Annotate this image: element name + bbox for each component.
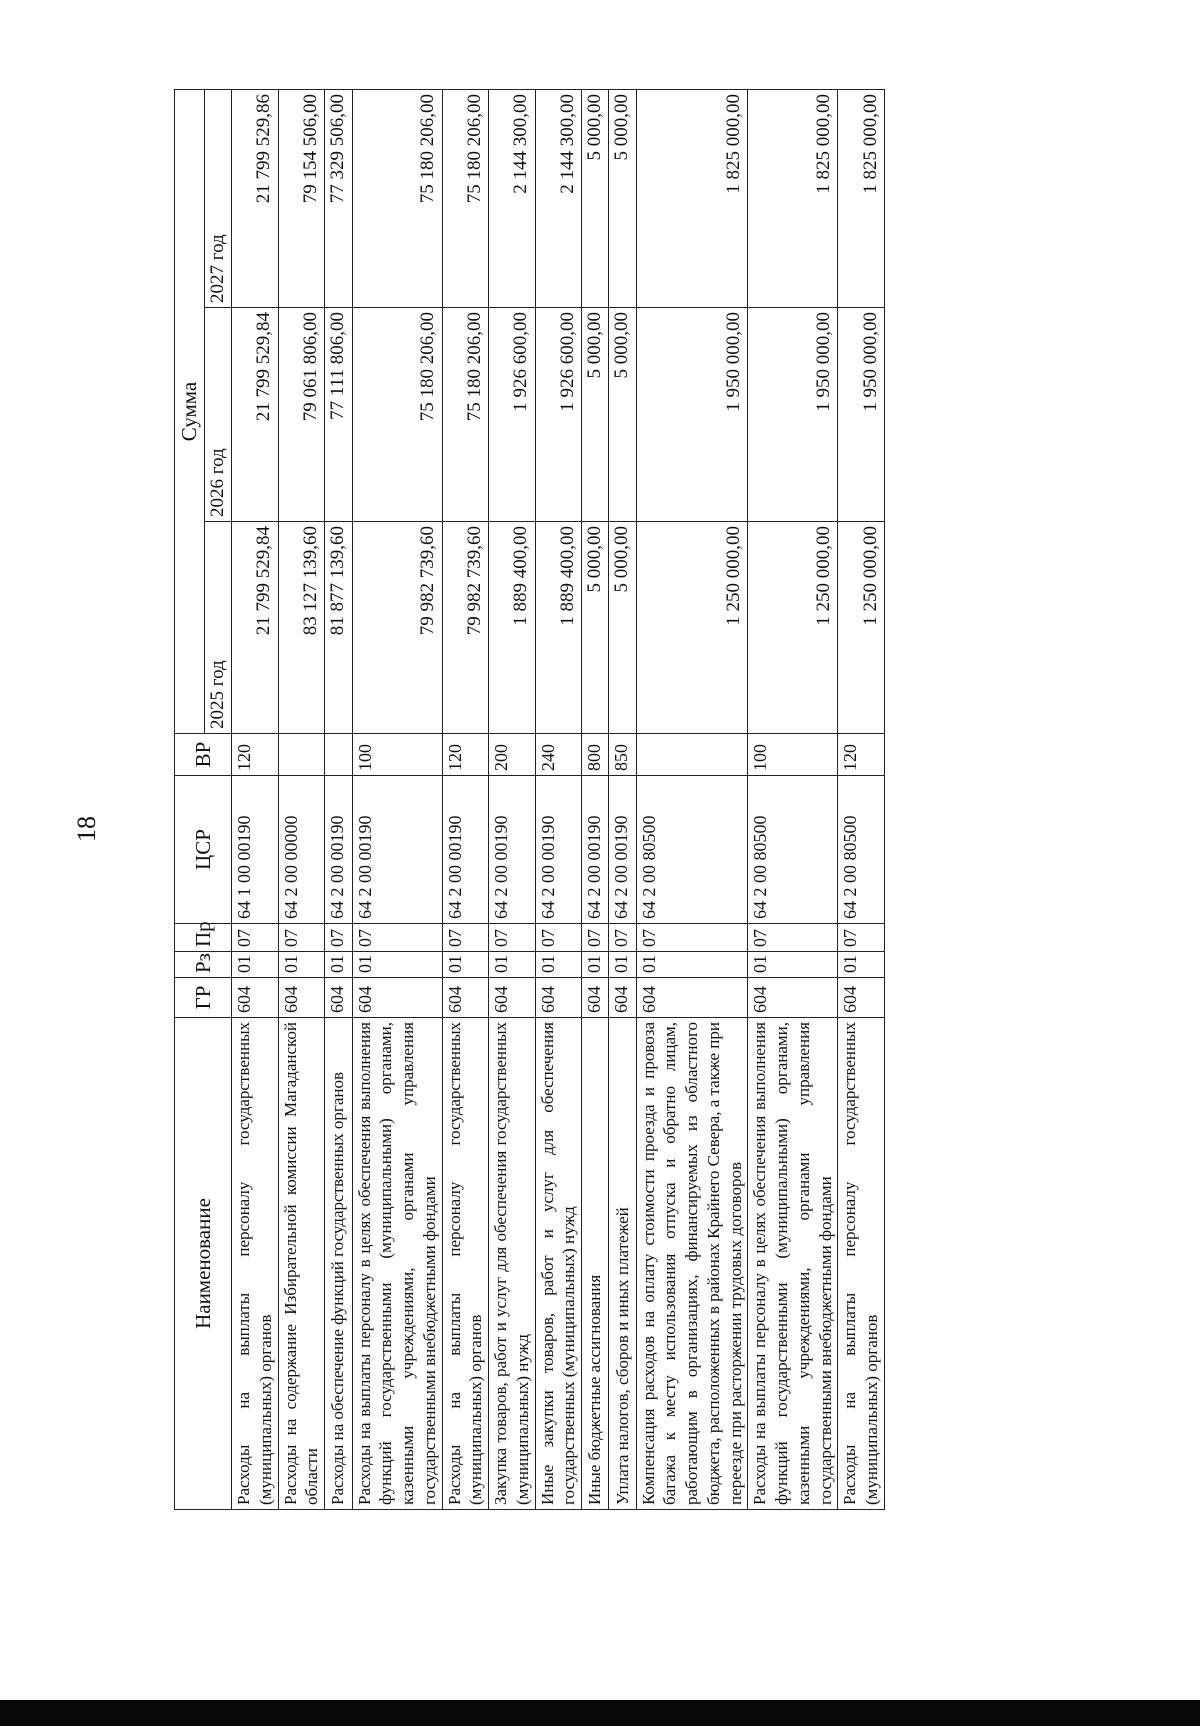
row-pr: 07 bbox=[442, 924, 489, 952]
row-gr: 604 bbox=[352, 978, 442, 1018]
row-sum-2027: 5 000,00 bbox=[609, 89, 636, 307]
row-csr: 64 2 00 00190 bbox=[535, 776, 582, 924]
row-sum-2025: 1 889 400,00 bbox=[535, 522, 582, 734]
row-vr: 800 bbox=[582, 734, 609, 776]
row-sum-2026: 21 799 529,84 bbox=[232, 308, 279, 522]
rotated-budget-table-container bbox=[174, 90, 1134, 1510]
row-pr: 07 bbox=[535, 924, 582, 952]
row-sum-2025: 1 250 000,00 bbox=[748, 522, 838, 734]
row-name: Расходы на содержание Избирательной комиссии Магаданской области bbox=[278, 1018, 325, 1510]
row-name: Иные закупки товаров, работ и услуг для обеспечения государственных (муниципальных) нужд bbox=[535, 1018, 582, 1510]
row-sum-2025: 5 000,00 bbox=[609, 522, 636, 734]
row-rz: 01 bbox=[442, 952, 489, 978]
row-sum-2025: 1 250 000,00 bbox=[636, 522, 748, 734]
row-sum-2027: 2 144 300,00 bbox=[489, 89, 536, 307]
row-vr: 120 bbox=[838, 734, 885, 776]
row-rz: 01 bbox=[325, 952, 352, 978]
row-sum-2027: 79 154 506,00 bbox=[278, 89, 325, 307]
row-sum-2025: 1 889 400,00 bbox=[489, 522, 536, 734]
row-name: Расходы на выплаты персоналу в целях обеспечения выполнения функций государственными (муниципальными) органами, казенными учреждениями, органами управления государственными внебюджетными фондами bbox=[352, 1018, 442, 1510]
header-sum: Сумма bbox=[175, 89, 205, 733]
page-number: 18 bbox=[72, 816, 101, 842]
row-sum-2026: 79 061 806,00 bbox=[278, 308, 325, 522]
row-pr: 07 bbox=[489, 924, 536, 952]
scan-bottom-border bbox=[0, 1700, 1200, 1726]
header-year-2025: 2025 год bbox=[204, 522, 231, 734]
table-row bbox=[352, 89, 442, 1509]
row-rz: 01 bbox=[582, 952, 609, 978]
row-rz: 01 bbox=[489, 952, 536, 978]
row-name: Расходы на обеспечение функций государственных органов bbox=[325, 1018, 352, 1510]
row-sum-2027: 1 825 000,00 bbox=[636, 89, 748, 307]
row-csr: 64 1 00 00190 bbox=[232, 776, 279, 924]
row-name: Расходы на выплаты персоналу государственных (муниципальных) органов bbox=[442, 1018, 489, 1510]
header-row bbox=[175, 89, 205, 1509]
row-sum-2027: 77 329 506,00 bbox=[325, 89, 352, 307]
table-row bbox=[636, 89, 748, 1509]
row-rz: 01 bbox=[838, 952, 885, 978]
row-sum-2027: 75 180 206,00 bbox=[352, 89, 442, 307]
header-vr: ВР bbox=[175, 734, 232, 776]
row-gr: 604 bbox=[582, 978, 609, 1018]
row-name: Иные бюджетные ассигнования bbox=[582, 1018, 609, 1510]
row-pr: 07 bbox=[609, 924, 636, 952]
row-csr: 64 2 00 00000 bbox=[278, 776, 325, 924]
table-row bbox=[838, 89, 885, 1509]
row-sum-2025: 79 982 739,60 bbox=[352, 522, 442, 734]
row-sum-2027: 2 144 300,00 bbox=[535, 89, 582, 307]
row-vr: 100 bbox=[748, 734, 838, 776]
row-sum-2026: 5 000,00 bbox=[609, 308, 636, 522]
row-sum-2026: 1 950 000,00 bbox=[636, 308, 748, 522]
row-rz: 01 bbox=[535, 952, 582, 978]
row-sum-2026: 1 926 600,00 bbox=[489, 308, 536, 522]
row-rz: 01 bbox=[609, 952, 636, 978]
row-sum-2025: 1 250 000,00 bbox=[838, 522, 885, 734]
row-gr: 604 bbox=[748, 978, 838, 1018]
row-pr: 07 bbox=[325, 924, 352, 952]
row-csr: 64 2 00 00190 bbox=[489, 776, 536, 924]
row-vr bbox=[636, 734, 748, 776]
row-gr: 604 bbox=[838, 978, 885, 1018]
row-name: Уплата налогов, сборов и иных платежей bbox=[609, 1018, 636, 1510]
row-csr: 64 2 00 00190 bbox=[442, 776, 489, 924]
row-vr: 120 bbox=[232, 734, 279, 776]
row-sum-2026: 77 111 806,00 bbox=[325, 308, 352, 522]
row-csr: 64 2 00 00190 bbox=[609, 776, 636, 924]
row-vr: 120 bbox=[442, 734, 489, 776]
table-row bbox=[489, 89, 536, 1509]
budget-table bbox=[174, 89, 885, 1510]
row-vr: 200 bbox=[489, 734, 536, 776]
row-sum-2025: 83 127 139,60 bbox=[278, 522, 325, 734]
row-rz: 01 bbox=[352, 952, 442, 978]
row-pr: 07 bbox=[352, 924, 442, 952]
header-csr: ЦСР bbox=[175, 776, 232, 924]
header-rz: Рз bbox=[175, 952, 232, 978]
table-row bbox=[582, 89, 609, 1509]
table-row bbox=[609, 89, 636, 1509]
row-sum-2026: 1 950 000,00 bbox=[748, 308, 838, 522]
row-gr: 604 bbox=[489, 978, 536, 1018]
row-rz: 01 bbox=[278, 952, 325, 978]
row-gr: 604 bbox=[232, 978, 279, 1018]
row-sum-2026: 75 180 206,00 bbox=[352, 308, 442, 522]
row-name: Расходы на выплаты персоналу государственных (муниципальных) органов bbox=[232, 1018, 279, 1510]
row-sum-2026: 1 950 000,00 bbox=[838, 308, 885, 522]
row-name: Расходы на выплаты персоналу государственных (муниципальных) органов bbox=[838, 1018, 885, 1510]
row-vr: 240 bbox=[535, 734, 582, 776]
row-name: Компенсация расходов на оплату стоимости проезда и провоза багажа к месту использования отпуска и обратно лицам, работающим в организациях, финансируемых из областного бюджета, расположенных в районах Крайнего Севера, а также при переезде при расторжении трудовых договоров bbox=[636, 1018, 748, 1510]
table-row bbox=[278, 89, 325, 1509]
row-pr: 07 bbox=[838, 924, 885, 952]
row-gr: 604 bbox=[278, 978, 325, 1018]
row-csr: 64 2 00 00190 bbox=[325, 776, 352, 924]
row-sum-2025: 21 799 529,84 bbox=[232, 522, 279, 734]
row-csr: 64 2 00 80500 bbox=[748, 776, 838, 924]
row-sum-2026: 5 000,00 bbox=[582, 308, 609, 522]
header-name: Наименование bbox=[175, 1018, 232, 1510]
row-gr: 604 bbox=[535, 978, 582, 1018]
row-sum-2026: 75 180 206,00 bbox=[442, 308, 489, 522]
row-sum-2025: 5 000,00 bbox=[582, 522, 609, 734]
row-sum-2027: 5 000,00 bbox=[582, 89, 609, 307]
row-csr: 64 2 00 80500 bbox=[636, 776, 748, 924]
table-row bbox=[535, 89, 582, 1509]
row-rz: 01 bbox=[636, 952, 748, 978]
header-pr: Пр bbox=[175, 924, 232, 952]
row-pr: 07 bbox=[748, 924, 838, 952]
row-vr: 850 bbox=[609, 734, 636, 776]
row-name: Расходы на выплаты персоналу в целях обеспечения выполнения функций государственными (муниципальными) органами, казенными учреждениями, органами управления государственными внебюджетными фондами bbox=[748, 1018, 838, 1510]
row-name: Закупка товаров, работ и услуг для обеспечения государственных (муниципальных) нужд bbox=[489, 1018, 536, 1510]
row-sum-2025: 81 877 139,60 bbox=[325, 522, 352, 734]
row-pr: 07 bbox=[232, 924, 279, 952]
row-gr: 604 bbox=[442, 978, 489, 1018]
row-pr: 07 bbox=[636, 924, 748, 952]
row-gr: 604 bbox=[325, 978, 352, 1018]
row-gr: 604 bbox=[609, 978, 636, 1018]
row-vr bbox=[325, 734, 352, 776]
row-sum-2027: 1 825 000,00 bbox=[838, 89, 885, 307]
row-rz: 01 bbox=[232, 952, 279, 978]
row-sum-2027: 75 180 206,00 bbox=[442, 89, 489, 307]
row-sum-2027: 21 799 529,86 bbox=[232, 89, 279, 307]
table-row bbox=[442, 89, 489, 1509]
row-pr: 07 bbox=[582, 924, 609, 952]
page-number-container bbox=[72, 812, 102, 852]
row-gr: 604 bbox=[636, 978, 748, 1018]
table-row bbox=[232, 89, 279, 1509]
table-row bbox=[325, 89, 352, 1509]
row-csr: 64 2 00 80500 bbox=[838, 776, 885, 924]
row-csr: 64 2 00 00190 bbox=[352, 776, 442, 924]
header-gr: ГР bbox=[175, 978, 232, 1018]
row-csr: 64 2 00 00190 bbox=[582, 776, 609, 924]
row-sum-2025: 79 982 739,60 bbox=[442, 522, 489, 734]
header-year-2026: 2026 год bbox=[204, 308, 231, 522]
row-pr: 07 bbox=[278, 924, 325, 952]
row-sum-2026: 1 926 600,00 bbox=[535, 308, 582, 522]
header-year-2027: 2027 год bbox=[204, 89, 231, 307]
row-vr bbox=[278, 734, 325, 776]
table-row bbox=[748, 89, 838, 1509]
row-rz: 01 bbox=[748, 952, 838, 978]
row-sum-2027: 1 825 000,00 bbox=[748, 89, 838, 307]
row-vr: 100 bbox=[352, 734, 442, 776]
